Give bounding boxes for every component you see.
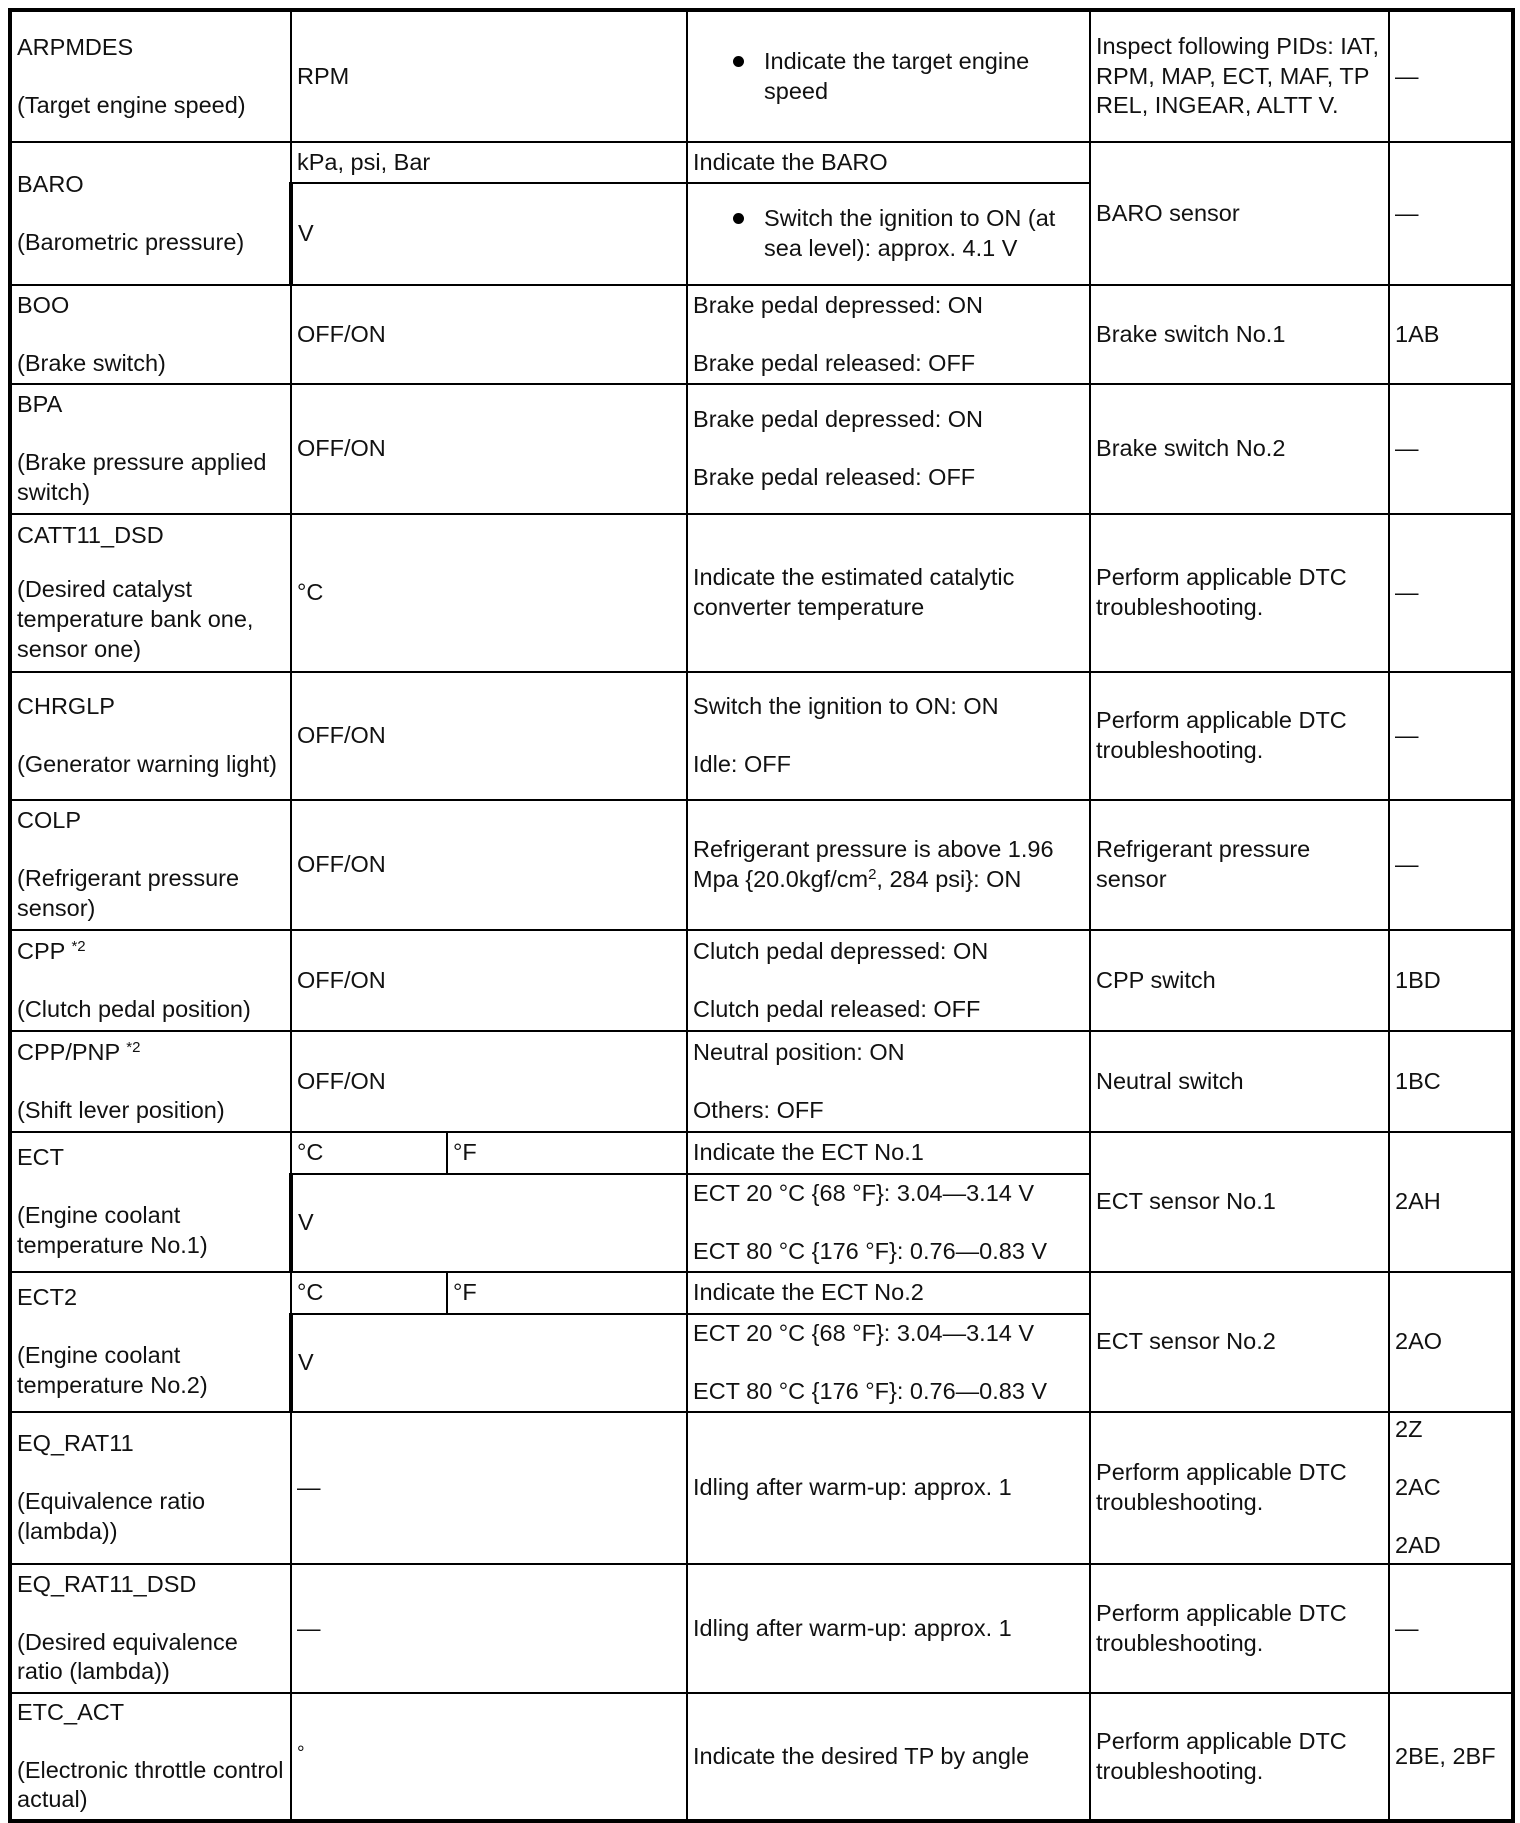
pid-description: (Brake pressure applied switch) <box>17 449 267 505</box>
condition-text: Brake pedal released: OFF <box>693 349 976 376</box>
table-row <box>10 800 1513 930</box>
table-row <box>10 1132 1513 1174</box>
action-cell: Perform applicable DTC troubleshooting. <box>1090 1564 1389 1693</box>
unit-cell: RPM <box>291 10 687 142</box>
pid-name: CPP <box>17 937 65 964</box>
condition-cell <box>687 285 1090 384</box>
table-row <box>10 384 1513 514</box>
bullet-item <box>693 47 1084 107</box>
action-cell: Perform applicable DTC troubleshooting. <box>1090 672 1389 800</box>
action-cell: CPP switch <box>1090 930 1389 1031</box>
condition-cell <box>687 10 1090 142</box>
condition-cell: Indicate the ECT No.1 <box>687 1132 1090 1174</box>
condition-text: Neutral position: ON <box>693 1038 905 1065</box>
action-cell: Perform applicable DTC troubleshooting. <box>1090 1693 1389 1821</box>
condition-cell <box>687 672 1090 800</box>
unit-cell: kPa, psi, Bar <box>291 142 687 183</box>
pid-name-line <box>17 937 285 967</box>
terminal-cell: — <box>1389 10 1513 142</box>
unit-cell: OFF/ON <box>291 1031 687 1132</box>
table-row <box>10 10 1513 142</box>
condition-text: ECT 20 °C {68 °F}: 3.04—3.14 V <box>693 1320 1035 1347</box>
terminal-cell: — <box>1389 800 1513 930</box>
pid-name: EQ_RAT11 <box>17 1430 134 1457</box>
pid-cell <box>10 10 291 142</box>
unit-cell: °C <box>291 1272 447 1314</box>
action-cell: Perform applicable DTC troubleshooting. <box>1090 1412 1389 1564</box>
terminal-cell: — <box>1389 1564 1513 1693</box>
footnote-mark: *2 <box>71 937 86 955</box>
pid-cell <box>10 1031 291 1132</box>
condition-cell: Indicate the estimated catalytic converter temperature <box>687 514 1090 672</box>
terminal-cell: 1AB <box>1389 285 1513 384</box>
pid-name: COLP <box>17 807 81 834</box>
pid-name: EQ_RAT11_DSD <box>17 1570 197 1597</box>
pid-description: (Shift lever position) <box>17 1096 225 1123</box>
condition-cell <box>687 800 1090 930</box>
condition-cell <box>687 384 1090 514</box>
terminal-value: 2AC <box>1395 1474 1441 1501</box>
pid-description: (Electronic throttle control actual) <box>17 1756 284 1813</box>
condition-text: ECT 80 °C {176 °F}: 0.76—0.83 V <box>693 1378 1048 1404</box>
pid-description: (Desired catalyst temperature bank one, sensor one) <box>17 576 254 662</box>
condition-text: Indicate the target engine speed <box>764 47 1030 104</box>
bullet-icon <box>733 56 744 67</box>
pid-monitor-table <box>8 8 1515 1823</box>
table-row <box>10 1693 1513 1821</box>
pid-name: ECT2 <box>17 1284 78 1311</box>
pid-name: BOO <box>17 291 70 318</box>
action-cell: Inspect following PIDs: IAT, RPM, MAP, ECT, MAF, TP REL, INGEAR, ALTT V. <box>1090 10 1389 142</box>
terminal-value: 2AD <box>1395 1531 1441 1558</box>
table-row <box>10 1564 1513 1693</box>
unit-cell: V <box>291 1174 687 1272</box>
condition-cell: Idling after warm-up: approx. 1 <box>687 1564 1090 1693</box>
pid-description: (Refrigerant pressure sensor) <box>17 865 240 921</box>
condition-text: Brake pedal depressed: ON <box>693 406 984 433</box>
table-row <box>10 1031 1513 1132</box>
unit-cell: OFF/ON <box>291 800 687 930</box>
pid-name: CATT11_DSD <box>17 522 164 549</box>
condition-text: Switch the ignition to ON (at sea level): approx. 4.1 V <box>764 205 1056 261</box>
condition-text: ECT 20 °C {68 °F}: 3.04—3.14 V <box>693 1180 1035 1207</box>
unit-cell: °F <box>447 1132 687 1174</box>
unit-cell: OFF/ON <box>291 672 687 800</box>
action-cell: ECT sensor No.2 <box>1090 1272 1389 1412</box>
unit-cell: OFF/ON <box>291 930 687 1031</box>
terminal-cell: 2BE, 2BF <box>1389 1693 1513 1821</box>
pid-description: (Generator warning light) <box>17 751 277 777</box>
unit-cell: V <box>291 183 687 285</box>
condition-text: Switch the ignition to ON: ON <box>693 693 999 720</box>
pid-cell <box>10 514 291 672</box>
pid-cell <box>10 1693 291 1821</box>
unit-cell: V <box>291 1314 687 1412</box>
pid-name: ETC_ACT <box>17 1698 125 1725</box>
condition-cell <box>687 183 1090 285</box>
terminal-cell: 1BD <box>1389 930 1513 1031</box>
unit-cell: °F <box>447 1272 687 1314</box>
pid-description: (Equivalence ratio (lambda)) <box>17 1488 206 1544</box>
footnote-mark: *2 <box>126 1038 141 1056</box>
action-cell: Brake switch No.2 <box>1090 384 1389 514</box>
pid-name: ECT <box>17 1144 64 1171</box>
bullet-icon <box>733 213 744 224</box>
pid-cell <box>10 1132 291 1272</box>
pid-name-line <box>17 1038 285 1068</box>
pid-cell <box>10 285 291 384</box>
pid-description: (Engine coolant temperature No.1) <box>17 1202 208 1258</box>
action-cell: BARO sensor <box>1090 142 1389 285</box>
condition-text: , 284 psi}: ON <box>876 866 1022 892</box>
table-row <box>10 142 1513 183</box>
action-cell: Neutral switch <box>1090 1031 1389 1132</box>
unit-cell <box>291 1693 687 1821</box>
pid-cell <box>10 672 291 800</box>
action-cell: ECT sensor No.1 <box>1090 1132 1389 1272</box>
pid-name: CHRGLP <box>17 693 115 720</box>
degree-symbol: ° <box>297 1742 305 1764</box>
pid-description: (Clutch pedal position) <box>17 995 251 1022</box>
pid-description: (Desired equivalence ratio (lambda)) <box>17 1628 238 1685</box>
condition-cell: Idling after warm-up: approx. 1 <box>687 1412 1090 1564</box>
condition-cell <box>687 1174 1090 1272</box>
pid-cell <box>10 930 291 1031</box>
pid-name: CPP/PNP <box>17 1038 120 1065</box>
pid-cell <box>10 1272 291 1412</box>
unit-cell: OFF/ON <box>291 285 687 384</box>
superscript: 2 <box>868 866 877 883</box>
unit-cell: °C <box>291 514 687 672</box>
action-cell: Perform applicable DTC troubleshooting. <box>1090 514 1389 672</box>
condition-cell <box>687 1314 1090 1412</box>
condition-text: Others: OFF <box>693 1096 824 1123</box>
condition-cell: Indicate the BARO <box>687 142 1090 183</box>
unit-cell: °C <box>291 1132 447 1174</box>
condition-cell <box>687 930 1090 1031</box>
pid-cell <box>10 142 291 285</box>
table-row <box>10 1272 1513 1314</box>
pid-name: ARPMDES <box>17 33 134 60</box>
pid-description: (Engine coolant temperature No.2) <box>17 1342 208 1398</box>
terminal-cell: — <box>1389 384 1513 514</box>
condition-text: Clutch pedal released: OFF <box>693 995 981 1022</box>
terminal-cell <box>1389 1412 1513 1564</box>
pid-cell <box>10 1564 291 1693</box>
condition-cell: Indicate the ECT No.2 <box>687 1272 1090 1314</box>
unit-cell: OFF/ON <box>291 384 687 514</box>
condition-text: Brake pedal released: OFF <box>693 464 976 490</box>
pid-description: (Brake switch) <box>17 349 166 376</box>
condition-text: ECT 80 °C {176 °F}: 0.76—0.83 V <box>693 1238 1048 1264</box>
condition-text: Refrigerant pressure is above 1.96 Mpa {20.0kgf/cm <box>693 836 1054 892</box>
terminal-cell: 1BC <box>1389 1031 1513 1132</box>
table-row <box>10 285 1513 384</box>
terminal-cell: 2AO <box>1389 1272 1513 1412</box>
table-row <box>10 514 1513 672</box>
action-cell: Refrigerant pressure sensor <box>1090 800 1389 930</box>
action-cell: Brake switch No.1 <box>1090 285 1389 384</box>
bullet-item <box>693 204 1084 264</box>
pid-cell <box>10 1412 291 1564</box>
terminal-cell: — <box>1389 514 1513 672</box>
pid-cell <box>10 800 291 930</box>
pid-cell <box>10 384 291 514</box>
table-row <box>10 1412 1513 1564</box>
pid-name: BARO <box>17 170 84 197</box>
unit-cell: — <box>291 1412 687 1564</box>
pid-name: BPA <box>17 391 63 418</box>
table-row <box>10 672 1513 800</box>
terminal-value: 2Z <box>1395 1416 1423 1443</box>
condition-text: Idle: OFF <box>693 751 791 777</box>
pid-description: (Target engine speed) <box>17 91 246 118</box>
unit-cell: — <box>291 1564 687 1693</box>
table-row <box>10 930 1513 1031</box>
terminal-cell: 2AH <box>1389 1132 1513 1272</box>
pid-description: (Barometric pressure) <box>17 228 245 255</box>
terminal-cell: — <box>1389 672 1513 800</box>
condition-text: Brake pedal depressed: ON <box>693 291 984 318</box>
terminal-cell: — <box>1389 142 1513 285</box>
condition-cell <box>687 1031 1090 1132</box>
condition-cell: Indicate the desired TP by angle <box>687 1693 1090 1821</box>
condition-text: Clutch pedal depressed: ON <box>693 937 989 964</box>
